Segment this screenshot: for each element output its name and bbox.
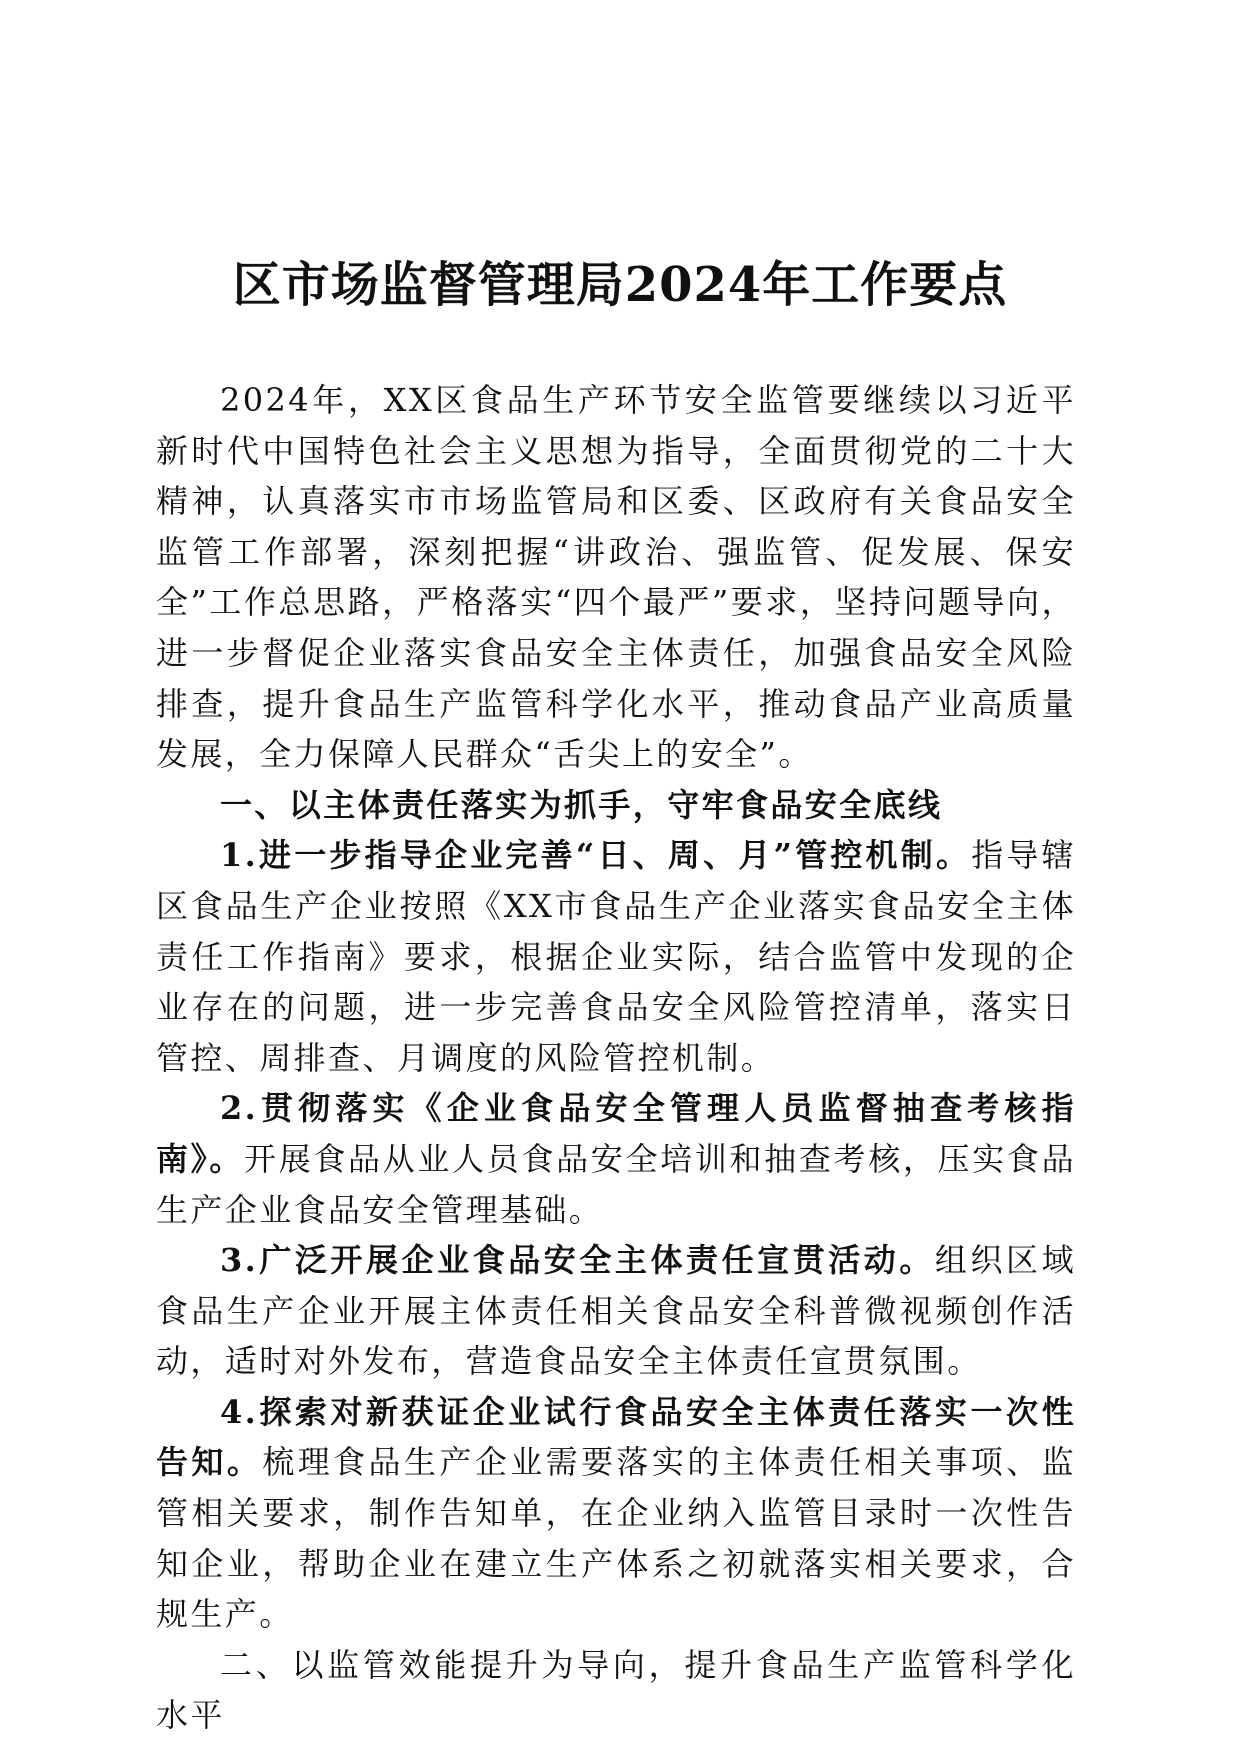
item-4-lead: 4.探索对新获证企业试行食品安全主体责任落实一次性告知。 <box>156 1392 1076 1482</box>
section-1-heading: 一、以主体责任落实为抓手，守牢食品安全底线 <box>220 785 943 824</box>
item-1-text: 指导辖区食品生产企业按照《XX市食品生产企业落实食品安全主体责任工作指南》要求，根据企业实际，结合监管中发现的企业存在的问题，进一步完善食品安全风险管控清单，落实日管控、周排查、月调度的风险管控机制。 <box>156 836 1077 1077</box>
item-3-text: 组织区域食品生产企业开展主体责任相关食品安全科普微视频创作活动，适时对外发布，营造食品安全主体责任宣贯氛围。 <box>156 1241 1076 1381</box>
item-3-lead: 3.广泛开展企业食品安全主体责任宣贯活动。 <box>220 1241 935 1280</box>
item-4-paragraph <box>156 1387 1076 1640</box>
intro-paragraph: 2024年，XX区食品生产环节安全监管要继续以习近平新时代中国特色社会主义思想为指导，全面贯彻党的二十大精神，认真落实市市场监管局和区委、区政府有关食品安全监管工作部署，深刻把握“讲政治、强监管、促发展、保安全”工作总思路，严格落实“四个最严”要求，坚持问题导向，进一步督促企业落实食品安全主体责任，加强食品安全风险排查，提升食品生产监管科学化水平，推动食品产业高质量发展，全力保障人民群众“舌尖上的安全”。 <box>156 381 1076 774</box>
item-3-paragraph <box>156 1235 1076 1387</box>
item-4-text: 梳理食品生产企业需要落实的主体责任相关事项、监管相关要求，制作告知单，在企业纳入监管目录时一次性告知企业，帮助企业在建立生产体系之初就落实相关要求，合规生产。 <box>156 1443 1077 1634</box>
item-2-text: 开展食品从业人员食品安全培训和抽查考核，压实食品生产企业食品安全管理基础。 <box>156 1139 1076 1229</box>
item-2-lead: 2.贯彻落实《企业食品安全管理人员监督抽查考核指南》。 <box>156 1089 1076 1178</box>
document-body <box>156 375 1076 1741</box>
item-1-paragraph <box>156 830 1076 1083</box>
document-title: 区市场监督管理局2024年工作要点 <box>232 257 1008 313</box>
item-1-lead: 1.进一步指导企业完善“日、周、月”管控机制。 <box>220 836 972 875</box>
section-2-heading: 二、以监管效能提升为导向，提升食品生产监管科学化水平 <box>156 1645 1076 1735</box>
item-2-paragraph <box>156 1083 1076 1235</box>
